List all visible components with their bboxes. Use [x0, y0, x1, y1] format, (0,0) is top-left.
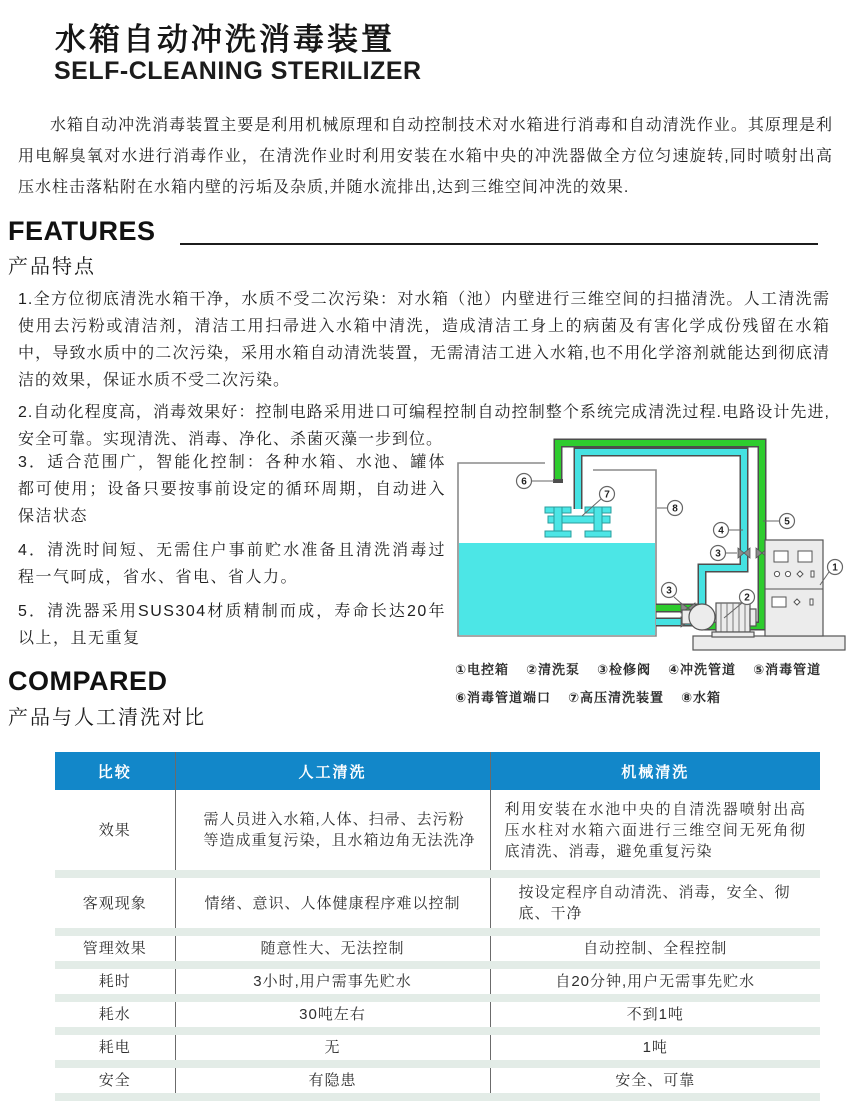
callout-1: [828, 560, 843, 575]
manual-cell: 需人员进入水箱,人体、扫帚、去污粉等造成重复污染，且水箱边角无法洗净: [175, 790, 490, 874]
col-header-compare: 比较: [55, 752, 175, 790]
svg-text:7: 7: [604, 489, 610, 501]
row-label: 客观现象: [55, 874, 175, 932]
col-header-machine: 机械清洗: [490, 752, 820, 790]
feature-item: 4．清洗时间短、无需住户事前贮水准备且清洗消毒过程一气呵成，省水、省电、省人力。: [18, 542, 446, 586]
feature-list-top: [18, 286, 830, 458]
table-row: [55, 874, 820, 932]
svg-text:5: 5: [784, 516, 790, 528]
control-box-icon: [765, 540, 823, 636]
legend-item: ①电控箱: [455, 662, 510, 677]
svg-text:4: 4: [718, 525, 724, 537]
page-subtitle: SELF-CLEANING STERILIZER: [54, 57, 422, 85]
svg-text:3: 3: [666, 585, 672, 597]
svg-text:6: 6: [521, 476, 527, 488]
machine-cell: 1吨: [490, 1031, 820, 1064]
table-row: [55, 1031, 820, 1064]
features-heading: FEATURES: [8, 216, 156, 246]
feature-item: 5．清洗器采用SUS304材质精制而成，寿命长达20年以上，且无重复: [18, 603, 446, 647]
machine-cell: 不到1吨: [490, 998, 820, 1031]
legend-item: ⑧水箱: [681, 690, 722, 705]
callout-6: [517, 474, 532, 489]
manual-cell: 随意性大、无法控制: [175, 932, 490, 965]
water-tank-icon: [458, 463, 656, 636]
callout-7: [600, 487, 615, 502]
diagram-legend: [455, 659, 847, 715]
svg-text:8: 8: [672, 503, 678, 515]
callout-3a: [711, 546, 726, 561]
svg-text:3: 3: [715, 548, 721, 560]
compared-heading: COMPARED: [8, 666, 168, 696]
manual-cell: 30吨左右: [175, 998, 490, 1031]
machine-cell: 自20分钟,用户无需事先贮水: [490, 965, 820, 998]
legend-item: ②清洗泵: [526, 662, 581, 677]
table-row: [55, 932, 820, 965]
legend-item: ⑦高压清洗装置: [568, 690, 665, 705]
callout-2: [740, 590, 755, 605]
system-diagram: [450, 437, 850, 660]
machine-cell: 利用安装在水池中央的自清洗器喷射出高压水柱对水箱六面进行三维空间无死角彻底清洗、消毒，避免重复污染: [490, 790, 820, 874]
sprayer-icon: [545, 507, 611, 537]
comparison-table: [55, 752, 820, 1101]
table-row: [55, 1064, 820, 1097]
pump-icon: [682, 603, 756, 637]
callout-3b: [662, 583, 677, 598]
callout-5: [780, 514, 795, 529]
machine-cell: 安全、可靠: [490, 1064, 820, 1097]
table-row: [55, 790, 820, 874]
machine-cell: 按设定程序自动清洗、消毒，安全、彻底、干净: [490, 874, 820, 932]
col-header-manual: 人工清洗: [175, 752, 490, 790]
feature-item: 2.自动化程度高，消毒效果好：控制电路采用进口可编程控制自动控制整个系统完成清洗过程.电路设计先进,安全可靠。实现清洗、消毒、净化、杀菌灭藻一步到位。: [18, 404, 830, 448]
manual-cell: 情绪、意识、人体健康程序难以控制: [175, 874, 490, 932]
row-label: 耗水: [55, 998, 175, 1031]
table-header-row: [55, 752, 820, 790]
callout-4: [714, 523, 729, 538]
intro-paragraph: 水箱自动冲洗消毒装置主要是利用机械原理和自动控制技术对水箱进行消毒和自动清洗作业。其原理是利用电解臭氧对水进行消毒作业，在清洗作业时利用安装在水箱中央的冲洗器做全方位匀速旋转,同时喷射出高压水柱击落粘附在水箱内壁的污垢及杂质,并随水流排出,达到三维空间冲洗的效果.: [18, 117, 833, 196]
row-label: 效果: [55, 790, 175, 874]
legend-item: ⑤消毒管道: [753, 662, 822, 677]
manual-cell: 无: [175, 1031, 490, 1064]
row-label: 安全: [55, 1064, 175, 1097]
table-row: [55, 998, 820, 1031]
manual-cell: 有隐患: [175, 1064, 490, 1097]
machine-cell: 自动控制、全程控制: [490, 932, 820, 965]
features-heading-cn: 产品特点: [8, 256, 96, 278]
svg-text:1: 1: [832, 562, 838, 574]
compared-heading-cn: 产品与人工清洗对比: [8, 707, 206, 729]
row-label: 耗电: [55, 1031, 175, 1064]
legend-item: ③检修阀: [597, 662, 652, 677]
features-rule: [180, 243, 818, 245]
table-row: [55, 965, 820, 998]
feature-list-bottom: [18, 449, 446, 659]
row-label: 耗时: [55, 965, 175, 998]
base-platform: [693, 636, 845, 650]
feature-item: 3．适合范围广，智能化控制：各种水箱、水池、罐体都可使用；设备只要按事前设定的循环周期，自动进入保洁状态: [18, 454, 446, 525]
feature-item: 1.全方位彻底清洗水箱干净，水质不受二次污染：对水箱（池）内壁进行三维空间的扫描清洗。人工清洗需使用去污粉或清洁剂，清洁工用扫帚进入水箱中清洗，造成清洁工身上的病菌及有害化学成份残留在水箱中，导致水质中的二次污染，采用水箱自动清洗装置，无需清洁工进入水箱,也不用化学溶剂就能达到彻底清洁的效果，保证水质不受二次污染。: [18, 291, 830, 389]
svg-text:2: 2: [744, 592, 750, 604]
legend-item: ④冲洗管道: [668, 662, 737, 677]
legend-item: ⑥消毒管道端口: [455, 690, 552, 705]
callout-8: [668, 501, 683, 516]
manual-cell: 3小时,用户需事先贮水: [175, 965, 490, 998]
page-title: 水箱自动冲洗消毒装置: [55, 22, 395, 57]
row-label: 管理效果: [55, 932, 175, 965]
